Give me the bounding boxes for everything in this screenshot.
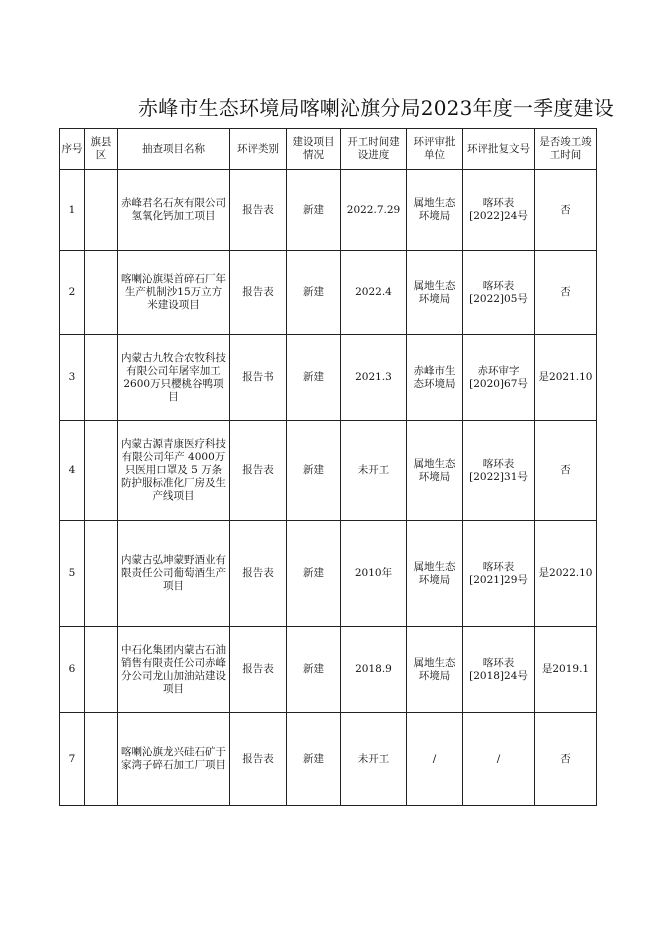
cell-status: 新建 bbox=[287, 335, 341, 421]
cell-completion: 是2021.10 bbox=[535, 335, 597, 421]
cell-completion: 是2022.10 bbox=[535, 521, 597, 627]
header-start: 开工时间建设进度 bbox=[341, 129, 407, 170]
cell-eia-type: 报告表 bbox=[230, 251, 287, 335]
header-seq: 序号 bbox=[60, 129, 85, 170]
cell-county bbox=[85, 170, 118, 251]
cell-doc-no: 赤环审字[2020]67号 bbox=[463, 335, 535, 421]
page-title: 赤峰市生态环境局喀喇沁旗分局2023年度一季度建设 bbox=[138, 96, 614, 120]
cell-doc-no: 喀环表[2022]05号 bbox=[463, 251, 535, 335]
cell-status: 新建 bbox=[287, 251, 341, 335]
cell-county bbox=[85, 421, 118, 521]
cell-status: 新建 bbox=[287, 713, 341, 806]
cell-approver: 属地生态环境局 bbox=[407, 170, 463, 251]
header-completion: 是否竣工竣工时间 bbox=[535, 129, 597, 170]
header-status: 建设项目情况 bbox=[287, 129, 341, 170]
cell-seq: 7 bbox=[60, 713, 85, 806]
cell-seq: 2 bbox=[60, 251, 85, 335]
cell-county bbox=[85, 713, 118, 806]
table-row bbox=[60, 627, 597, 713]
cell-seq: 5 bbox=[60, 521, 85, 627]
cell-county bbox=[85, 627, 118, 713]
header-row bbox=[60, 129, 597, 170]
cell-start: 未开工 bbox=[341, 713, 407, 806]
table-row bbox=[60, 421, 597, 521]
cell-status: 新建 bbox=[287, 627, 341, 713]
cell-completion: 否 bbox=[535, 251, 597, 335]
cell-approver: 赤峰市生态环境局 bbox=[407, 335, 463, 421]
cell-eia-type: 报告书 bbox=[230, 335, 287, 421]
cell-eia-type: 报告表 bbox=[230, 421, 287, 521]
cell-project: 喀喇沁旗龙兴硅石矿于家湾子碎石加工厂项目 bbox=[118, 713, 230, 806]
cell-county bbox=[85, 251, 118, 335]
cell-eia-type: 报告表 bbox=[230, 627, 287, 713]
table-row bbox=[60, 335, 597, 421]
header-approver: 环评审批单位 bbox=[407, 129, 463, 170]
cell-approver: / bbox=[407, 713, 463, 806]
cell-doc-no: 喀环表[2021]29号 bbox=[463, 521, 535, 627]
cell-project: 中石化集团内蒙古石油销售有限责任公司赤峰分公司龙山加油站建设项目 bbox=[118, 627, 230, 713]
cell-completion: 否 bbox=[535, 421, 597, 521]
header-doc-no: 环评批复文号 bbox=[463, 129, 535, 170]
cell-county bbox=[85, 335, 118, 421]
cell-project: 内蒙古弘坤蒙野酒业有限责任公司葡萄酒生产项目 bbox=[118, 521, 230, 627]
cell-status: 新建 bbox=[287, 421, 341, 521]
header-county: 旗县区 bbox=[85, 129, 118, 170]
header-project: 抽查项目名称 bbox=[118, 129, 230, 170]
table-row bbox=[60, 521, 597, 627]
cell-start: 2021.3 bbox=[341, 335, 407, 421]
inspection-table bbox=[59, 128, 597, 806]
table-row bbox=[60, 170, 597, 251]
cell-eia-type: 报告表 bbox=[230, 713, 287, 806]
cell-seq: 4 bbox=[60, 421, 85, 521]
cell-doc-no: 喀环表[2022]24号 bbox=[463, 170, 535, 251]
cell-project: 喀喇沁旗渠首碎石厂年生产机制沙15万立方米建设项目 bbox=[118, 251, 230, 335]
cell-completion: 否 bbox=[535, 170, 597, 251]
header-eia-type: 环评类别 bbox=[230, 129, 287, 170]
cell-doc-no: 喀环表[2018]24号 bbox=[463, 627, 535, 713]
cell-start: 2018.9 bbox=[341, 627, 407, 713]
cell-approver: 属地生态环境局 bbox=[407, 521, 463, 627]
cell-start: 2022.7.29 bbox=[341, 170, 407, 251]
cell-eia-type: 报告表 bbox=[230, 521, 287, 627]
cell-doc-no: 喀环表[2022]31号 bbox=[463, 421, 535, 521]
cell-seq: 1 bbox=[60, 170, 85, 251]
cell-project: 赤峰君名石灰有限公司氢氧化钙加工项目 bbox=[118, 170, 230, 251]
cell-start: 2022.4 bbox=[341, 251, 407, 335]
cell-approver: 属地生态环境局 bbox=[407, 421, 463, 521]
cell-project: 内蒙古九牧合农牧科技有限公司年屠宰加工2600万只樱桃谷鸭项目 bbox=[118, 335, 230, 421]
cell-start: 未开工 bbox=[341, 421, 407, 521]
cell-approver: 属地生态环境局 bbox=[407, 627, 463, 713]
cell-approver: 属地生态环境局 bbox=[407, 251, 463, 335]
cell-status: 新建 bbox=[287, 521, 341, 627]
cell-completion: 是2019.1 bbox=[535, 627, 597, 713]
cell-completion: 否 bbox=[535, 713, 597, 806]
cell-county bbox=[85, 521, 118, 627]
cell-seq: 6 bbox=[60, 627, 85, 713]
table-row bbox=[60, 251, 597, 335]
cell-status: 新建 bbox=[287, 170, 341, 251]
cell-doc-no: / bbox=[463, 713, 535, 806]
cell-project: 内蒙古源青康医疗科技有限公司年产 4000万只医用口罩及 5 万条防护服标准化厂房及生产线项目 bbox=[118, 421, 230, 521]
cell-eia-type: 报告表 bbox=[230, 170, 287, 251]
cell-seq: 3 bbox=[60, 335, 85, 421]
table-row bbox=[60, 713, 597, 806]
cell-start: 2010年 bbox=[341, 521, 407, 627]
